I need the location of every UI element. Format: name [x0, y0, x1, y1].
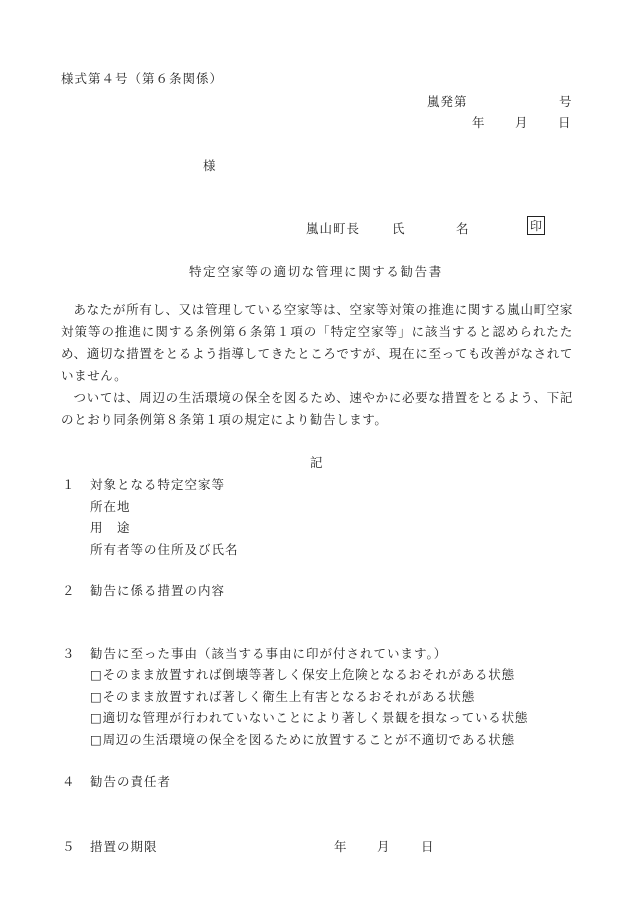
seal-stamp: 印: [527, 216, 545, 235]
section-3-label: 勧告に至った事由（該当する事由に印が付されています。）: [90, 646, 448, 661]
section-2-number: ２: [62, 583, 75, 598]
ki-heading: 記: [310, 455, 323, 470]
section-1-item-owner: 所有者等の住所及び氏名: [90, 542, 239, 557]
deadline-day: 日: [421, 839, 434, 854]
reason-checkbox-3[interactable]: □適切な管理が行われていないことにより著しく景観を損なっている状態: [90, 710, 529, 725]
section-1-number: １: [62, 477, 75, 492]
date-day: 日: [558, 115, 571, 130]
sender-title: 嵐山町長: [306, 221, 361, 236]
sender-shi: 氏: [392, 221, 405, 236]
doc-number-prefix: 嵐発第: [427, 94, 468, 109]
reason-checkbox-2[interactable]: □そのまま放置すれば著しく衛生上有害となるおそれがある状態: [90, 689, 476, 704]
section-2-label: 勧告に係る措置の内容: [90, 583, 226, 598]
section-3-number: ３: [62, 646, 75, 661]
body-paragraph-2: ついては、周辺の生活環境の保全を図るため、速やかに必要な措置をとるよう、下記のとおり同条例第８条第１項の規定により勧告します。: [61, 390, 573, 427]
section-1-item-use: 用 途: [90, 520, 131, 535]
body-paragraph-1: あなたが所有し、又は管理している空家等は、空家等対策の推進に関する嵐山町空家対策等の推進に関する条例第６条第１項の「特定空家等」に該当すると認められたため、適切な措置をとるよう指導してきたところですが、現在に至っても改善がなされていません。: [61, 302, 573, 383]
date-month: 月: [515, 115, 528, 130]
section-4-label: 勧告の責任者: [90, 774, 172, 789]
section-1-item-location: 所在地: [90, 499, 131, 514]
date-year: 年: [472, 115, 485, 130]
deadline-month: 月: [377, 839, 390, 854]
reason-checkbox-4[interactable]: □周辺の生活環境の保全を図るために放置することが不適切である状態: [90, 732, 515, 747]
doc-number-suffix: 号: [559, 94, 572, 109]
recipient-honorific: 様: [203, 158, 216, 173]
body-text: [61, 299, 573, 431]
sender-mei: 名: [456, 221, 469, 236]
reason-checkbox-1[interactable]: □そのまま放置すれば倒壊等著しく保安上危険となるおそれがある状態: [90, 667, 515, 682]
deadline-year: 年: [334, 839, 347, 854]
section-1-label: 対象となる特定空家等: [90, 477, 226, 492]
section-5-label: 措置の期限: [90, 839, 158, 854]
section-4-number: ４: [62, 774, 75, 789]
document-title: 特定空家等の適切な管理に関する勧告書: [189, 264, 443, 279]
section-5-number: ５: [62, 839, 75, 854]
form-label: 様式第４号（第６条関係）: [61, 71, 224, 86]
